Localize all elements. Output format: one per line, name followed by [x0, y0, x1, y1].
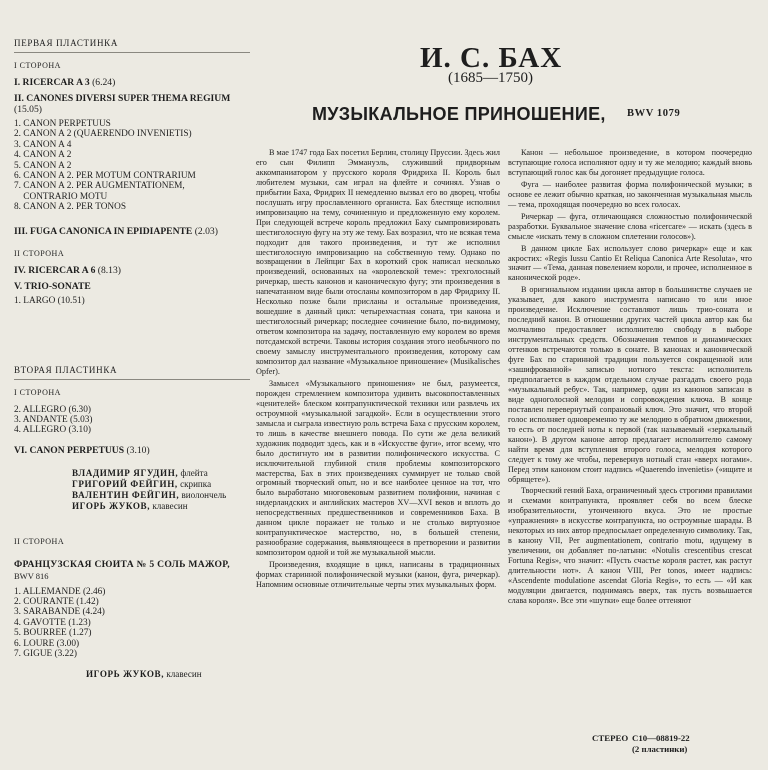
- section-name: VI. CANON PERPETUUS: [14, 444, 125, 456]
- section-duration: (6.24): [92, 76, 116, 88]
- track-item: 2. CANON A 2 (QUAERENDO INVENIETIS): [14, 129, 192, 140]
- section-name: I. RICERCAR A 3: [14, 76, 90, 88]
- section-title: [14, 227, 254, 237]
- paragraph: Замысел «Музыкального приношения» не был, разумеется, порожден стремлением композитора удивить высокопоставленных «ценителей» блеском контрапунктической техники или развлечь их остроумной «музыкальной загадкой». Если в осуществлении этого замысла и сыграла известную роль встреча Баха с прусским королем, то лишь в качестве внешнего повода. По сути же дела великий художник подводит здесь, как и в «Искусстве фуги», итог всему, что было достигнуто им в развитии полифонического искусства. С исключительной глубиной стиля проблемы композиторского мастерства, Бах в этих произведениях суммирует не только свой огромный творческий опыт, но и все наиболее ценное на тот, что было выработано многовековым развитием полифонии, начиная с нидерландских и английских мастеров XV—XVI веков и вплоть до непосредственных предшественников и современников Баха. В данном цикле поражает не только и не столько виртуозное контрапунктическое мастерство, но, в большей степени, разнообразие содержания, выявляющееся в претворении и развитии композитором одной и той же музыкальной мысли.: [256, 378, 500, 558]
- paragraph: В данном цикле Бах использует слово ричеркар» еще и как акростих: «Regis Iussu Cantio Et Reliqua Canonica Arte Resoluta», что значит — «Тема, данная повелением короли, и прочее, исполненное в канонической роде».: [508, 243, 752, 283]
- record2-side1-tracks: [14, 405, 254, 436]
- performer-name: ВАЛЕНТИН ФЕЙГИН,: [72, 489, 180, 500]
- paragraph: В оригинальном издании цикла автор в большинстве случаев не указывает, для какого инструмента написано то или иное произведение. Исключение составляют лишь трио-соната и последний канон. В отношении других частей цикла автор как бы молчаливо предоставляет исполнителю свободу в выборе инструментальных средств. Обозначения темпов и динамических оттенков встречаются только в сонате. В канонах и канонической фуге Бах по старинной традиции пользуется сокращенной или «зашифрованной» записью нотного текста: исполнитель предполагается в каждом отдельном случае разгадать своего рода «музыкальный ребус». Так, например, один из канонов записан в виде одноголосной мелодии и сопровождения ключа. В конце поставлен перевернутый сопрановый ключ. Это значит, что второй голос исполняет одновременно ту же мелодию в обратном движении, то есть от последней ноты к первой (так называемый «зеркальный канон»). В другом каноне автор предлагает исполнителю самому найти время для вступления второго голоса, мелодия которого следует к тому же чтобы, перевернув нотный стан «вверх ногами». Перед этим каноном стоит надпись «Quaerendo invenietis» («ищите и обрящете»).: [508, 285, 752, 484]
- performer-name: ИГОРЬ ЖУКОВ,: [86, 669, 165, 680]
- record1-title: ПЕРВАЯ ПЛАСТИНКА: [14, 38, 119, 48]
- track-item: 8. CANON A 2. PER TONOS: [14, 202, 127, 213]
- record-count: (2 пластинки): [632, 743, 688, 754]
- track-item: 6. CANON A 2. PER MOTUM CONTRARIUM: [14, 171, 196, 182]
- spacer: [14, 213, 254, 221]
- track-item: 4. GAVOTTE (1.23): [14, 617, 91, 628]
- composer-years: (1685—1750): [448, 70, 533, 86]
- divider: [14, 52, 250, 53]
- performer-role: виолончель: [181, 489, 227, 500]
- work-title: МУЗЫКАЛЬНОЕ ПРИНОШЕНИЕ,: [312, 104, 606, 124]
- track-listing: [14, 38, 254, 680]
- performer-name: ГРИГОРИЙ ФЕЙГИН,: [72, 478, 178, 489]
- track-item: 1. ALLEMANDE (2.46): [14, 586, 106, 597]
- section-title: [14, 446, 254, 456]
- record1-side2-label: II СТОРОНА: [14, 249, 65, 259]
- track-item: 1. CANON PERPETUUS: [14, 119, 111, 130]
- section-title: [14, 282, 254, 292]
- performer-role: клавесин: [152, 500, 188, 511]
- record2-side2-label: II СТОРОНА: [14, 537, 65, 547]
- performer-row: [72, 479, 254, 490]
- section-name: V. TRIO-SONATE: [14, 280, 91, 292]
- record2-title: ВТОРАЯ ПЛАСТИНКА: [14, 364, 118, 375]
- record1-side2-sections: [14, 266, 254, 315]
- track-item: 7. GIGUE (3.22): [14, 649, 77, 659]
- catalog-info: [592, 733, 690, 754]
- paragraph: Фуга — наиболее развитая форма полифонической музыки; в основе ее лежит обычно краткая, но законченная музыкальная мысль — тема, проходящая поочередно во всех голосах.: [508, 179, 752, 209]
- performers-list: [72, 468, 254, 511]
- section-title: [14, 266, 254, 276]
- track-item: 2. ALLEGRO (6.30): [14, 404, 91, 415]
- section-name: II. CANONES DIVERSI SUPER THEMA REGIUM: [14, 93, 231, 105]
- divider: [14, 379, 250, 380]
- catalog-number: С10—08819-22: [632, 733, 690, 743]
- performer-role: скрипка: [180, 478, 212, 489]
- section-title: [14, 94, 254, 115]
- performer-row: [72, 501, 254, 512]
- section-name: IV. RICERCAR A 6: [14, 264, 96, 276]
- section-duration: (15.05): [14, 103, 42, 115]
- track-item: 5. CANON A 2: [14, 160, 72, 171]
- text-column-1: [256, 148, 500, 592]
- work-bwv: BWV 1079: [627, 108, 681, 119]
- track-item: 3. CANON A 4: [14, 139, 72, 150]
- performer-name: ИГОРЬ ЖУКОВ,: [72, 500, 151, 511]
- track-item: 4. ALLEGRO (3.10): [14, 425, 91, 436]
- suite-title: ФРАНЦУЗСКАЯ СЮИТА № 5 СОЛЬ МАЖОР,: [14, 558, 230, 570]
- paragraph: Канон — небольшое произведение, в котором поочередно вступающие голоса исполняют одну и ту же мелодию; каждый вновь вступающий голос как бы догоняет предыдущие голоса.: [508, 148, 752, 177]
- performer-role: клавесин: [166, 669, 202, 680]
- performer-role: флейта: [180, 468, 208, 479]
- paragraph: Творческий гений Баха, ограниченный здесь строгими правилами и схемами контрапункта, проявляет себя во всем блеске изобразительности, утонченного вкуса. Это не простые «упражнения» в искусстве контрапункта, но остроумные шарады. В некоторых из них автор предпосылает определенную символику. Так, в канону VII, Per augmentationem, contrario motu, идущему в увеличении, он добавляет по-латыни: «Notulis crescentibus crescat Fortuna Regis», что значит: «Пусть счастье короля растет, как растут длительности нот». А канон VIII, Per tonos, имеет надпись: «Ascendente modulatione ascendat Gloria Regis», то есть — «И как модуляции двигается, поднимаясь вверх, так пусть возвышается слава короля». Все эти «шутки» еще более оттеняют: [508, 486, 752, 605]
- paragraph: В мае 1747 года Бах посетил Берлин, столицу Пруссии. Здесь жил его сын Филипп Эммануэль, служивший придворным аккомпаниатором у прусского короля Фридриха II. Король был любителем музыки, сам играл на флейте и сочинял. Узнав о прибытии Баха, Фридрих II немедленно вызвал его во дворец, чтобы послушать игру прославленного органиста. Бах блестяще исполнил импровизацию на тему, сочиненную и предложенную ему королем. При следующей встрече король предложил Баху сымпровизировать шестиголосную фугу на эту же тему. Бах возразил, что не всякая тема подходит для такого произведения, и тут же исполнил шестиголосную импровизацию на собственную тему. Однако по возвращении в Лейпциг Бах в короткий срок написал несколько произведений, основанных на «королевской теме»: трехголосный ричеркар, шесть канонов и каноническую фугу; эти произведения в напечатанном виде были отосланы композитором в дар Фридриху II. Несколько позже были присланы и остальные произведения, вошедшие в данный цикл: четырехчастная соната, три канона и шестиголосный ричеркар; последнее сочинение было, по-видимому, ответом композитора на задачу, поставленную ему королем во время потсдамской встречи. Таковы история создания этого необычного по своему замыслу инструментального произведения, которому сам композитор дал название «Музыкальное приношение» (Musikalisches Opfer).: [256, 148, 500, 376]
- record2-side1-label: I СТОРОНА: [14, 388, 61, 398]
- track-item: 7. CANON A 2. PER AUGMENTATIONEM, CONTRARIO MOTU: [14, 181, 185, 202]
- record1-side1-sections: [14, 78, 254, 237]
- suite-bwv: BWV 816: [14, 571, 49, 582]
- spacer: [14, 307, 254, 315]
- paragraph: Ричеркар — фуга, отличающаяся сложностью полифонической разработки. Буквальное значение слова «ricercare» — искать (здесь в смысле «искать тему в сложном сплетении голосов»).: [508, 211, 752, 241]
- track-item: 3. ANDANTE (5.03): [14, 414, 93, 425]
- track-item: 5. BOURREE (1.27): [14, 628, 92, 639]
- performer-name: ВЛАДИМИР ЯГУДИН,: [72, 468, 179, 479]
- record2-side2-tracks: [14, 587, 254, 660]
- performer-row: [72, 490, 254, 501]
- section-name: III. FUGA CANONICA IN EPIDIAPENTE: [14, 225, 193, 237]
- track-item: 1. LARGO (10.51): [14, 296, 85, 307]
- record1-side1-label: I СТОРОНА: [14, 61, 61, 71]
- stereo-label: СТЕРЕО: [592, 733, 629, 743]
- section-title: [14, 78, 254, 88]
- section-duration: (2.03): [194, 225, 218, 237]
- text-column-2: [508, 148, 752, 608]
- track-item: 6. LOURE (3.00): [14, 638, 80, 649]
- composer-name: И. С. БАХ: [420, 42, 563, 74]
- section-duration: (8.13): [97, 264, 121, 276]
- performer-row: [72, 468, 254, 479]
- paragraph: Произведения, входящие в цикл, написаны в традиционных формах старинной полифонической музыки (канон, фуга, ричеркар). Напомним основные отличительные черты этих музыкальных форм.: [256, 560, 500, 589]
- track-item: 4. CANON A 2: [14, 150, 72, 161]
- section-duration: (3.10): [126, 444, 150, 456]
- suite-performer: [86, 669, 254, 679]
- track-item: 3. SARABANDE (4.24): [14, 607, 105, 618]
- track-item: 2. COURANTE (1.42): [14, 596, 99, 607]
